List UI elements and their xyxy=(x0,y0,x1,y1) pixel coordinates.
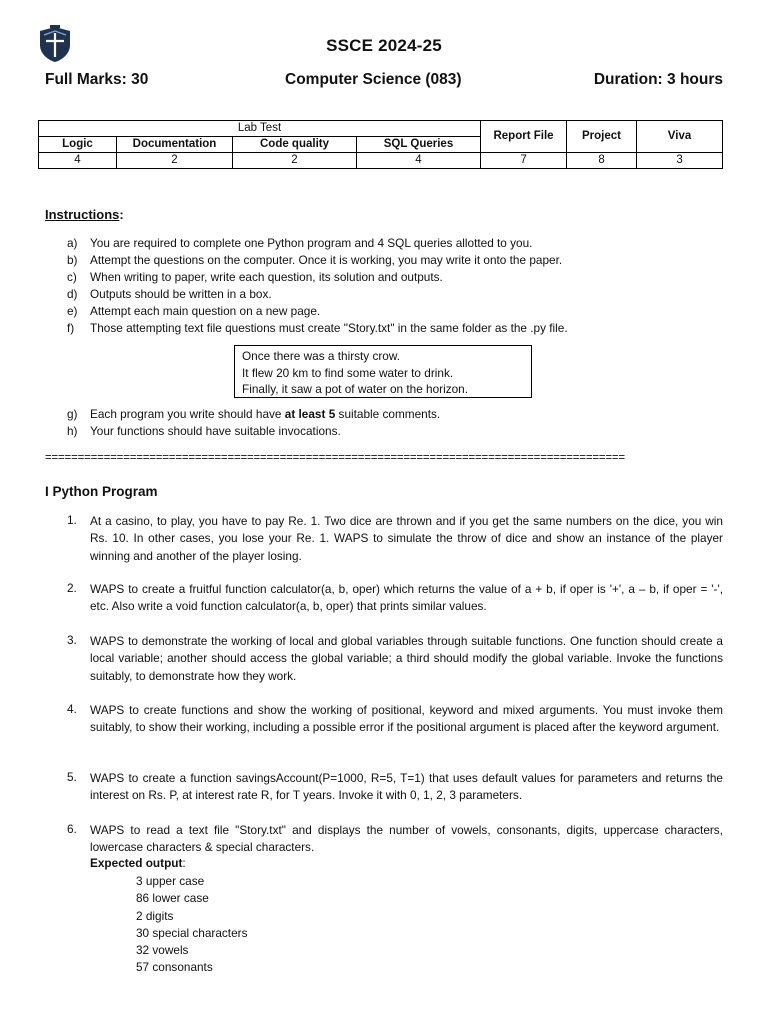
list-text: Outputs should be written in a box. xyxy=(90,287,272,301)
table-cell: 4 xyxy=(357,153,481,169)
list-marker: a) xyxy=(67,236,78,250)
table-cell: 3 xyxy=(637,153,723,169)
list-item xyxy=(45,252,725,269)
question-number: 1. xyxy=(67,513,77,527)
page-title: SSCE 2024-25 xyxy=(326,36,442,55)
lab-test-header: Lab Test xyxy=(39,121,481,137)
instructions-heading-colon: : xyxy=(119,207,124,222)
story-line: Finally, it saw a pot of water on the horizon. xyxy=(242,382,469,396)
list-marker: h) xyxy=(67,424,78,438)
list-item xyxy=(45,303,725,320)
list-marker: d) xyxy=(67,287,78,301)
output-line: 2 digits xyxy=(136,908,174,923)
list-marker: c) xyxy=(67,270,77,284)
list-text: You are required to complete one Python program and 4 SQL queries allotted to you. xyxy=(90,236,533,250)
list-text: When writing to paper, write each question, its solution and outputs. xyxy=(90,270,443,284)
column-header: Documentation xyxy=(117,137,233,153)
subject-name: Computer Science (083) xyxy=(285,71,462,88)
list-text-part: Each program you write should have xyxy=(90,407,285,421)
table-cell: 2 xyxy=(117,153,233,169)
column-header: Report File xyxy=(481,121,567,153)
list-text-emphasis: at least 5 xyxy=(284,407,336,421)
question-text: WAPS to read a text file "Story.txt" and displays the number of vowels, consonants, digits, uppercase characters, lowercase characters & special characters. xyxy=(90,823,723,855)
column-header: Code quality xyxy=(233,137,357,153)
expected-output-label-text: Expected output xyxy=(90,856,183,870)
list-marker: b) xyxy=(67,253,78,267)
list-item xyxy=(45,269,725,286)
question-number: 5. xyxy=(67,770,77,784)
list-marker: f) xyxy=(67,321,75,335)
output-line: 32 vowels xyxy=(136,943,189,958)
question-text: WAPS to demonstrate the working of local and global variables through suitable functions. One function should create a local variable; another should access the global variable; a third should modify the global variable. Invoke the functions suitably, to demonstrate how they work. xyxy=(90,634,723,683)
story-line: Once there was a thirsty crow. xyxy=(242,349,401,363)
question-number: 3. xyxy=(67,633,77,647)
table-row xyxy=(39,153,723,169)
list-text: Attempt the questions on the computer. Once it is working, you may write it onto the paper. xyxy=(90,253,563,267)
question-text: At a casino, to play, you have to pay Re. 1. Two dice are thrown and if you get the same numbers on the dice, you win Rs. 10. In other cases, you lose your Re. 1. WAPS to simulate the throw of dice and show an instance of the player winning and another of the player losing. xyxy=(90,514,723,563)
output-line: 86 lower case xyxy=(136,891,209,906)
list-marker: e) xyxy=(67,304,78,318)
list-text xyxy=(90,406,440,423)
question-number: 6. xyxy=(67,822,77,836)
list-item xyxy=(45,286,725,303)
separator-line: ========================================================================================= xyxy=(45,452,625,464)
list-text: Those attempting text file questions must create "Story.txt" in the same folder as the .py file. xyxy=(90,321,568,335)
list-item xyxy=(45,423,725,440)
exam-header xyxy=(45,71,723,93)
section-title: I Python Program xyxy=(45,484,158,499)
marks-table xyxy=(38,120,723,169)
question-text: WAPS to create functions and show the working of positional, keyword and mixed arguments. You must invoke them suitably, to show their working, including a possible error if the positional argument is placed after the keyword argument. xyxy=(90,703,723,735)
table-cell: 7 xyxy=(481,153,567,169)
table-row xyxy=(39,121,723,137)
question-number: 2. xyxy=(67,581,77,595)
output-line: 57 consonants xyxy=(136,960,213,975)
story-text-box xyxy=(234,345,532,398)
column-header: Viva xyxy=(637,121,723,153)
output-line: 3 upper case xyxy=(136,874,205,888)
list-marker: g) xyxy=(67,407,78,421)
duration: Duration: 3 hours xyxy=(593,71,723,88)
output-line: 30 special characters xyxy=(136,925,248,940)
full-marks: Full Marks: 30 xyxy=(45,71,149,88)
instructions-heading xyxy=(45,207,124,222)
instructions-list-continued xyxy=(45,406,725,440)
question-text: WAPS to create a fruitful function calculator(a, b, oper) which returns the value of a + b, if oper is '+', a – b, if oper = '-', etc. Also write a void function calculator(a, b, oper) that prints similar values. xyxy=(90,582,723,614)
column-header: Logic xyxy=(39,137,117,153)
list-text: Attempt each main question on a new page. xyxy=(90,304,321,318)
expected-output-label-colon: : xyxy=(182,856,186,870)
expected-output-list xyxy=(136,873,247,977)
column-header: Project xyxy=(567,121,637,153)
list-item xyxy=(45,406,725,423)
question-number: 4. xyxy=(67,702,77,716)
list-item xyxy=(45,235,725,252)
instructions-heading-text: Instructions xyxy=(45,207,120,222)
question-text: WAPS to create a function savingsAccount(P=1000, R=5, T=1) that uses default values for parameters and returns the interest on Rs. P, at interest rate R, for T years. Invoke it with 0, 1, 2, 3 parameters. xyxy=(90,771,723,803)
table-cell: 2 xyxy=(233,153,357,169)
list-item xyxy=(45,320,725,337)
expected-output-label xyxy=(90,856,186,870)
instructions-list xyxy=(45,235,725,337)
story-line: It flew 20 km to find some water to drink. xyxy=(242,365,454,380)
table-cell: 8 xyxy=(567,153,637,169)
table-cell: 4 xyxy=(39,153,117,169)
list-text: Your functions should have suitable invocations. xyxy=(90,424,341,438)
column-header: SQL Queries xyxy=(357,137,481,153)
list-text-part: suitable comments. xyxy=(335,407,441,421)
